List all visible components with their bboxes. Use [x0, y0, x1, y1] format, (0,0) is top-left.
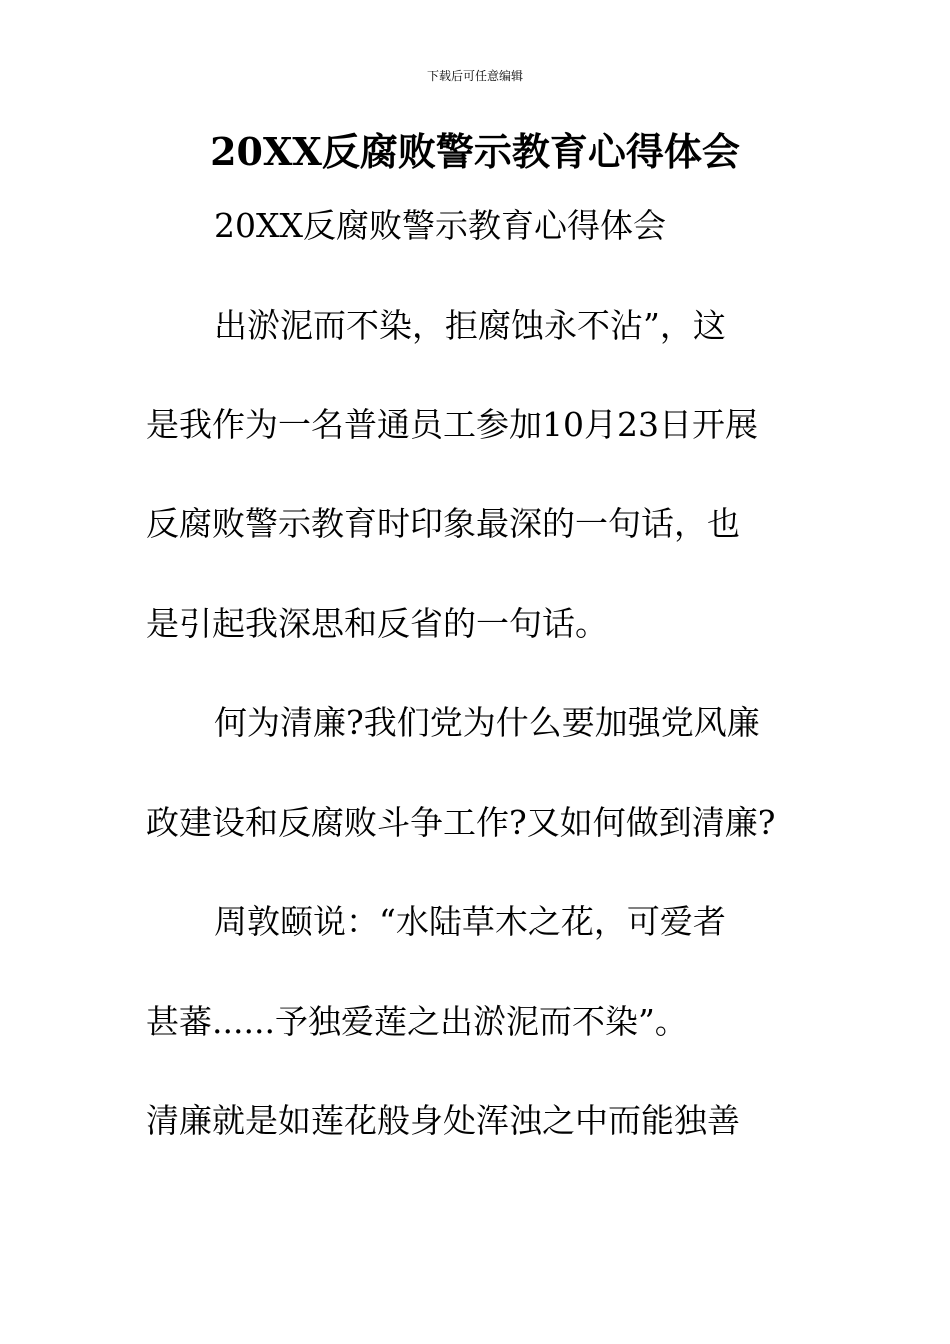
- body-line: 甚蕃......予独爱莲之出淤泥而不染”。: [146, 1002, 688, 1041]
- body-line: 清廉就是如莲花般身处浑浊之中而能独善: [146, 1101, 740, 1140]
- body-line: 何为清廉?我们党为什么要加强党风廉: [214, 703, 760, 742]
- subtitle-line: 20XX反腐败警示教育心得体会: [214, 206, 666, 245]
- body-line: 政建设和反腐败斗争工作?又如何做到清廉?: [146, 803, 776, 842]
- body-line: 是我作为一名普通员工参加10月23日开展: [146, 405, 758, 444]
- body-line: 反腐败警示教育时印象最深的一句话，也: [146, 504, 740, 543]
- body-line: 出淤泥而不染，拒腐蚀永不沾”，这: [214, 306, 726, 345]
- body-line: 周敦颐说：“水陆草木之花，可爱者: [214, 902, 726, 941]
- body-line: 是引起我深思和反省的一句话。: [146, 604, 608, 643]
- document-title: 20XX反腐败警示教育心得体会: [210, 129, 740, 174]
- header-note: 下载后可任意编辑: [426, 69, 523, 83]
